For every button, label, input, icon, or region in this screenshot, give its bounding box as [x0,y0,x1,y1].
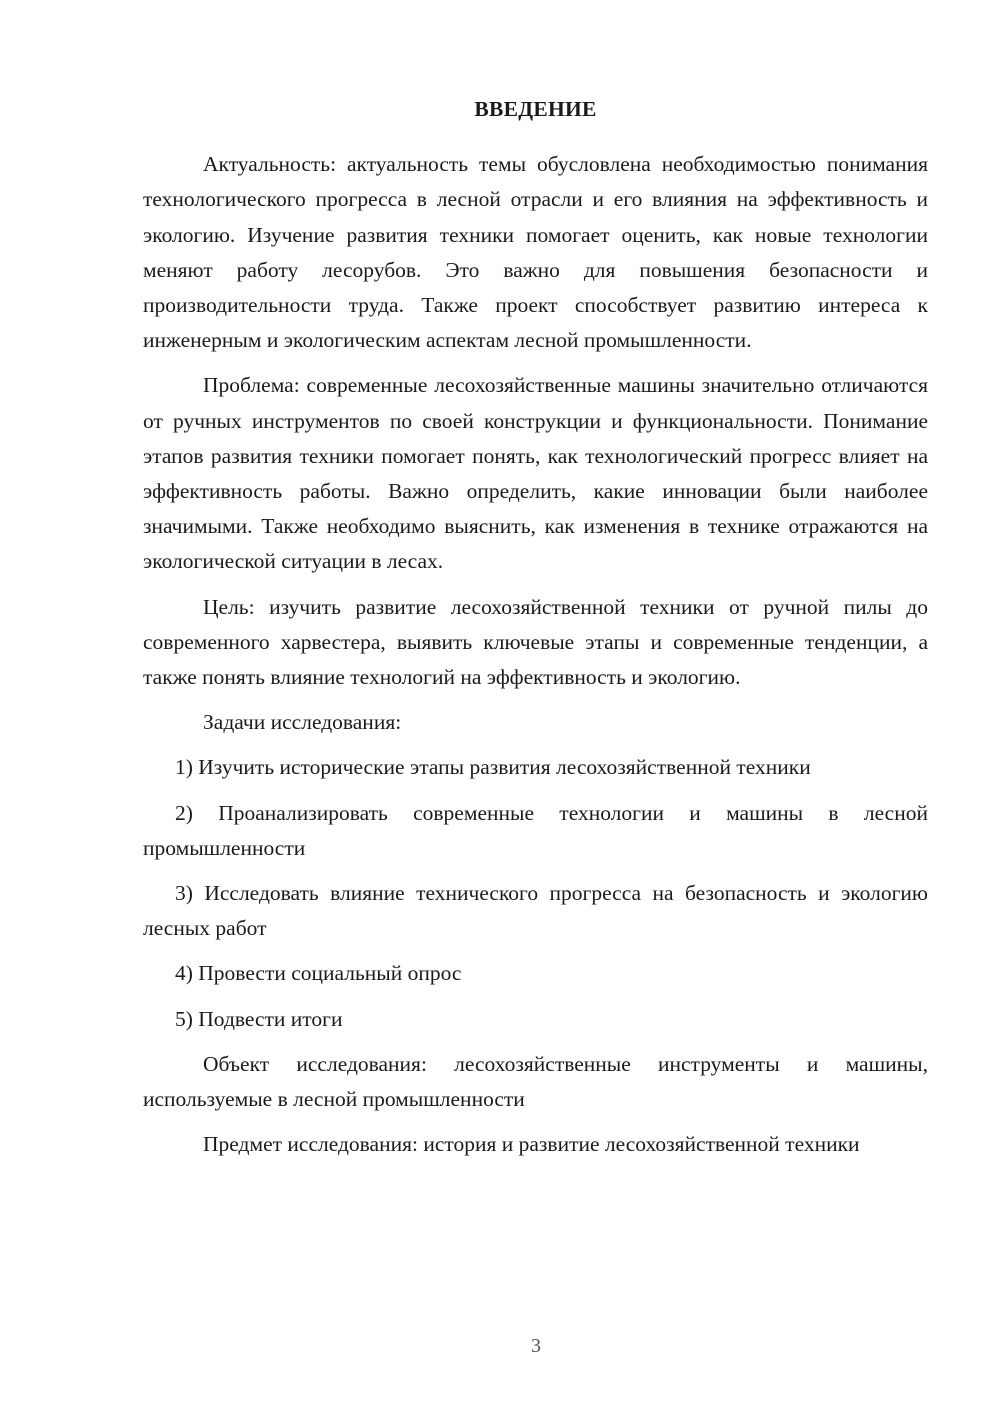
page-title: ВВЕДЕНИЕ [474,97,597,121]
paragraph-relevance: Актуальность: актуальность темы обусловлена необходимостью понимания технологического прогресса в лесной отрасли и его влияния на эффективность и экологию. Изучение развития техники помогает оценить, как новые технологии меняют работу лесорубов. Это важно для повышения безопасности и производительности труда. Также проект способствует развитию интереса к инженерным и экологическим аспектам лесной промышленности. [143,152,928,353]
document-page [143,92,928,1172]
list-item: 4) Провести социальный опрос [175,961,462,986]
tasks-heading: Задачи исследования: [203,710,402,735]
list-item: 1) Изучить исторические этапы развития лесохозяйственной техники [175,755,811,780]
paragraph-object: Объект исследования: лесохозяйственные инструменты и машины, используемые в лесной промышленности [143,1051,928,1112]
paragraph-problem: Проблема: современные лесохозяйственные машины значительно отличаются от ручных инструментов по своей конструкции и функциональности. Понимание этапов развития техники помогает понять, как технологический прогресс влияет на эффективность работы. Важно определить, какие инновации были наиболее значимыми. Также необходимо выяснить, как изменения в технике отражаются на экологической ситуации в лесах. [143,373,928,574]
list-item: 5) Подвести итоги [175,1006,343,1031]
list-item: 3) Исследовать влияние технического прогресса на безопасность и экологию лесных работ [143,881,928,941]
tasks-list [143,750,928,1036]
paragraph-goal: Цель: изучить развитие лесохозяйственной техники от ручной пилы до современного харвестера, выявить ключевые этапы и современные тенденции, а также понять влияние технологий на эффективность и экологию. [143,594,928,690]
list-item: 2) Проанализировать современные технологии и машины в лесной промышленности [143,800,928,860]
page-number: 3 [531,1335,541,1357]
paragraph-subject: Предмет исследования: история и развитие лесохозяйственной техники [203,1132,860,1157]
